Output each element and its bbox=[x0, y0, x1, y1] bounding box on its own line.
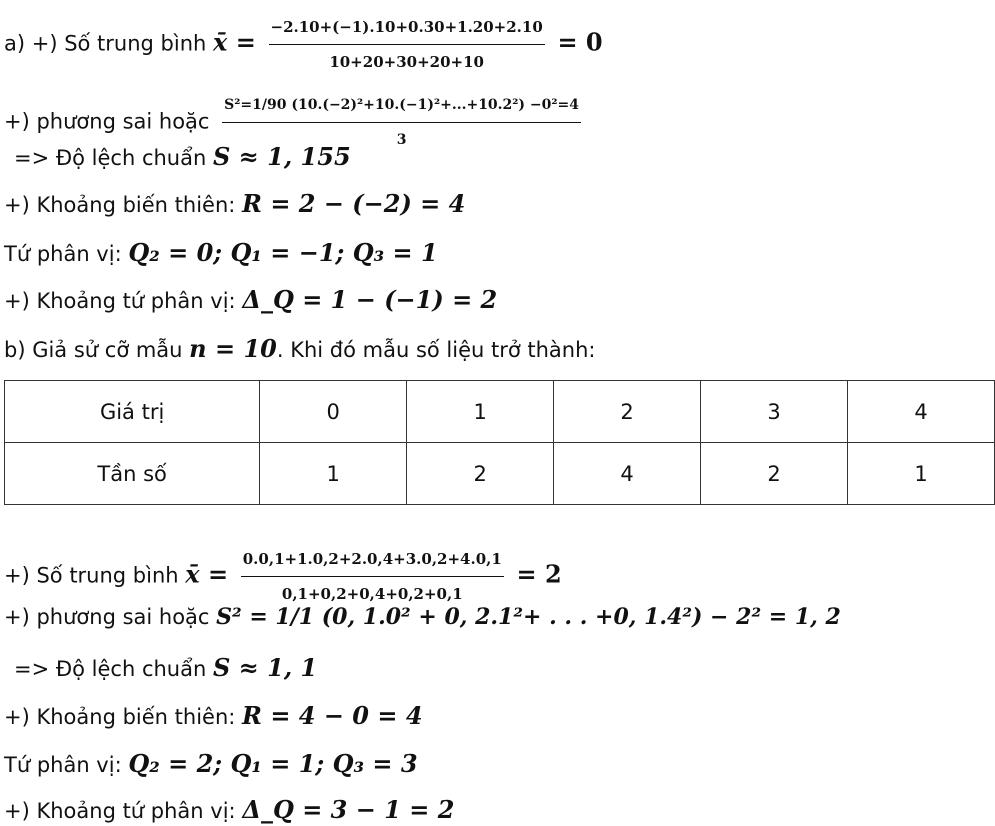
table-cell: 4 bbox=[554, 443, 701, 505]
a-quartile-label: Tứ phân vị: bbox=[4, 242, 122, 266]
b-mean-numerator: 0.0,1+1.0,2+2.0,4+3.0,2+4.0,1 bbox=[241, 544, 504, 577]
frequency-table bbox=[4, 380, 995, 505]
b-variance-label: +) phương sai hoặc bbox=[4, 605, 210, 629]
b-variance-line bbox=[4, 602, 841, 632]
b-mean-fraction bbox=[241, 544, 504, 609]
a-iqr-line bbox=[4, 285, 497, 316]
a-range-label: +) Khoảng biến thiên: bbox=[4, 193, 236, 217]
a-std-line bbox=[14, 142, 351, 173]
a-range-expr: R = 2 − (−2) = 4 bbox=[242, 189, 466, 218]
a-iqr-label: +) Khoảng tứ phân vị: bbox=[4, 289, 236, 313]
a-mean-fraction bbox=[269, 12, 545, 77]
table-cell: Giá trị bbox=[5, 381, 260, 443]
b-mean-var: x̄ = bbox=[185, 559, 229, 589]
a-iqr-expr: Δ_Q = 1 − (−1) = 2 bbox=[242, 285, 498, 314]
b-mean-denominator: 0,1+0,2+0,4+0,2+0,1 bbox=[281, 585, 463, 603]
b-variance-expr: S² = 1/1 (0, 1.0² + 0, 2.1²+ . . . +0, 1.4²) − 2² = 1, 2 bbox=[216, 604, 841, 630]
b-iqr-line bbox=[4, 795, 454, 826]
a-variance-label: +) phương sai hoặc bbox=[4, 109, 210, 134]
a-quartile-expr: Q₂ = 0; Q₁ = −1; Q₃ = 1 bbox=[128, 238, 438, 267]
b-intro-expr: n = 10 bbox=[189, 334, 277, 363]
a-std-label: => Độ lệch chuẩn bbox=[14, 146, 207, 170]
table-row bbox=[5, 443, 995, 505]
a-mean-numerator: −2.10+(−1).10+0.30+1.20+2.10 bbox=[269, 12, 545, 45]
b-intro-rest: . Khi đó mẫu số liệu trở thành: bbox=[276, 338, 596, 362]
a-quartile-line bbox=[4, 238, 438, 269]
a-variance-numerator: S²=1/90 (10.(−2)²+10.(−1)²+...+10.2²) −0²=4 bbox=[222, 90, 581, 123]
a-range-line bbox=[4, 189, 465, 220]
a-mean-result: = 0 bbox=[557, 27, 603, 57]
b-mean-label: +) Số trung bình bbox=[4, 563, 179, 588]
table-cell: 4 bbox=[848, 381, 995, 443]
a-mean-line bbox=[4, 12, 603, 77]
table-cell: Tần số bbox=[5, 443, 260, 505]
a-mean-label: a) +) Số trung bình bbox=[4, 31, 207, 56]
b-std-label: => Độ lệch chuẩn bbox=[14, 657, 207, 681]
b-intro-label: b) Giả sử cỡ mẫu bbox=[4, 338, 183, 362]
b-mean-line bbox=[4, 544, 562, 609]
b-std-line bbox=[14, 653, 317, 684]
b-range-expr: R = 4 − 0 = 4 bbox=[242, 701, 423, 730]
table-cell: 3 bbox=[701, 381, 848, 443]
b-iqr-expr: Δ_Q = 3 − 1 = 2 bbox=[242, 795, 455, 824]
table-row bbox=[5, 381, 995, 443]
b-std-expr: S ≈ 1, 1 bbox=[212, 653, 318, 682]
table-cell: 2 bbox=[554, 381, 701, 443]
b-quartile-label: Tứ phân vị: bbox=[4, 753, 122, 777]
table-cell: 1 bbox=[848, 443, 995, 505]
a-std-expr: S ≈ 1, 155 bbox=[212, 142, 351, 171]
table-cell: 1 bbox=[407, 381, 554, 443]
b-quartile-line bbox=[4, 749, 418, 780]
b-intro-line bbox=[4, 334, 595, 365]
table-cell: 2 bbox=[407, 443, 554, 505]
table-cell: 1 bbox=[260, 443, 407, 505]
a-mean-denominator: 10+20+30+20+10 bbox=[329, 53, 484, 71]
table-cell: 0 bbox=[260, 381, 407, 443]
b-iqr-label: +) Khoảng tứ phân vị: bbox=[4, 799, 236, 823]
b-range-line bbox=[4, 701, 423, 732]
a-variance-denominator: 3 bbox=[396, 132, 407, 148]
b-range-label: +) Khoảng biến thiên: bbox=[4, 705, 236, 729]
b-quartile-expr: Q₂ = 2; Q₁ = 1; Q₃ = 3 bbox=[128, 749, 418, 778]
b-mean-result: = 2 bbox=[516, 559, 562, 589]
table-cell: 2 bbox=[701, 443, 848, 505]
a-mean-var: x̄ = bbox=[213, 27, 256, 57]
